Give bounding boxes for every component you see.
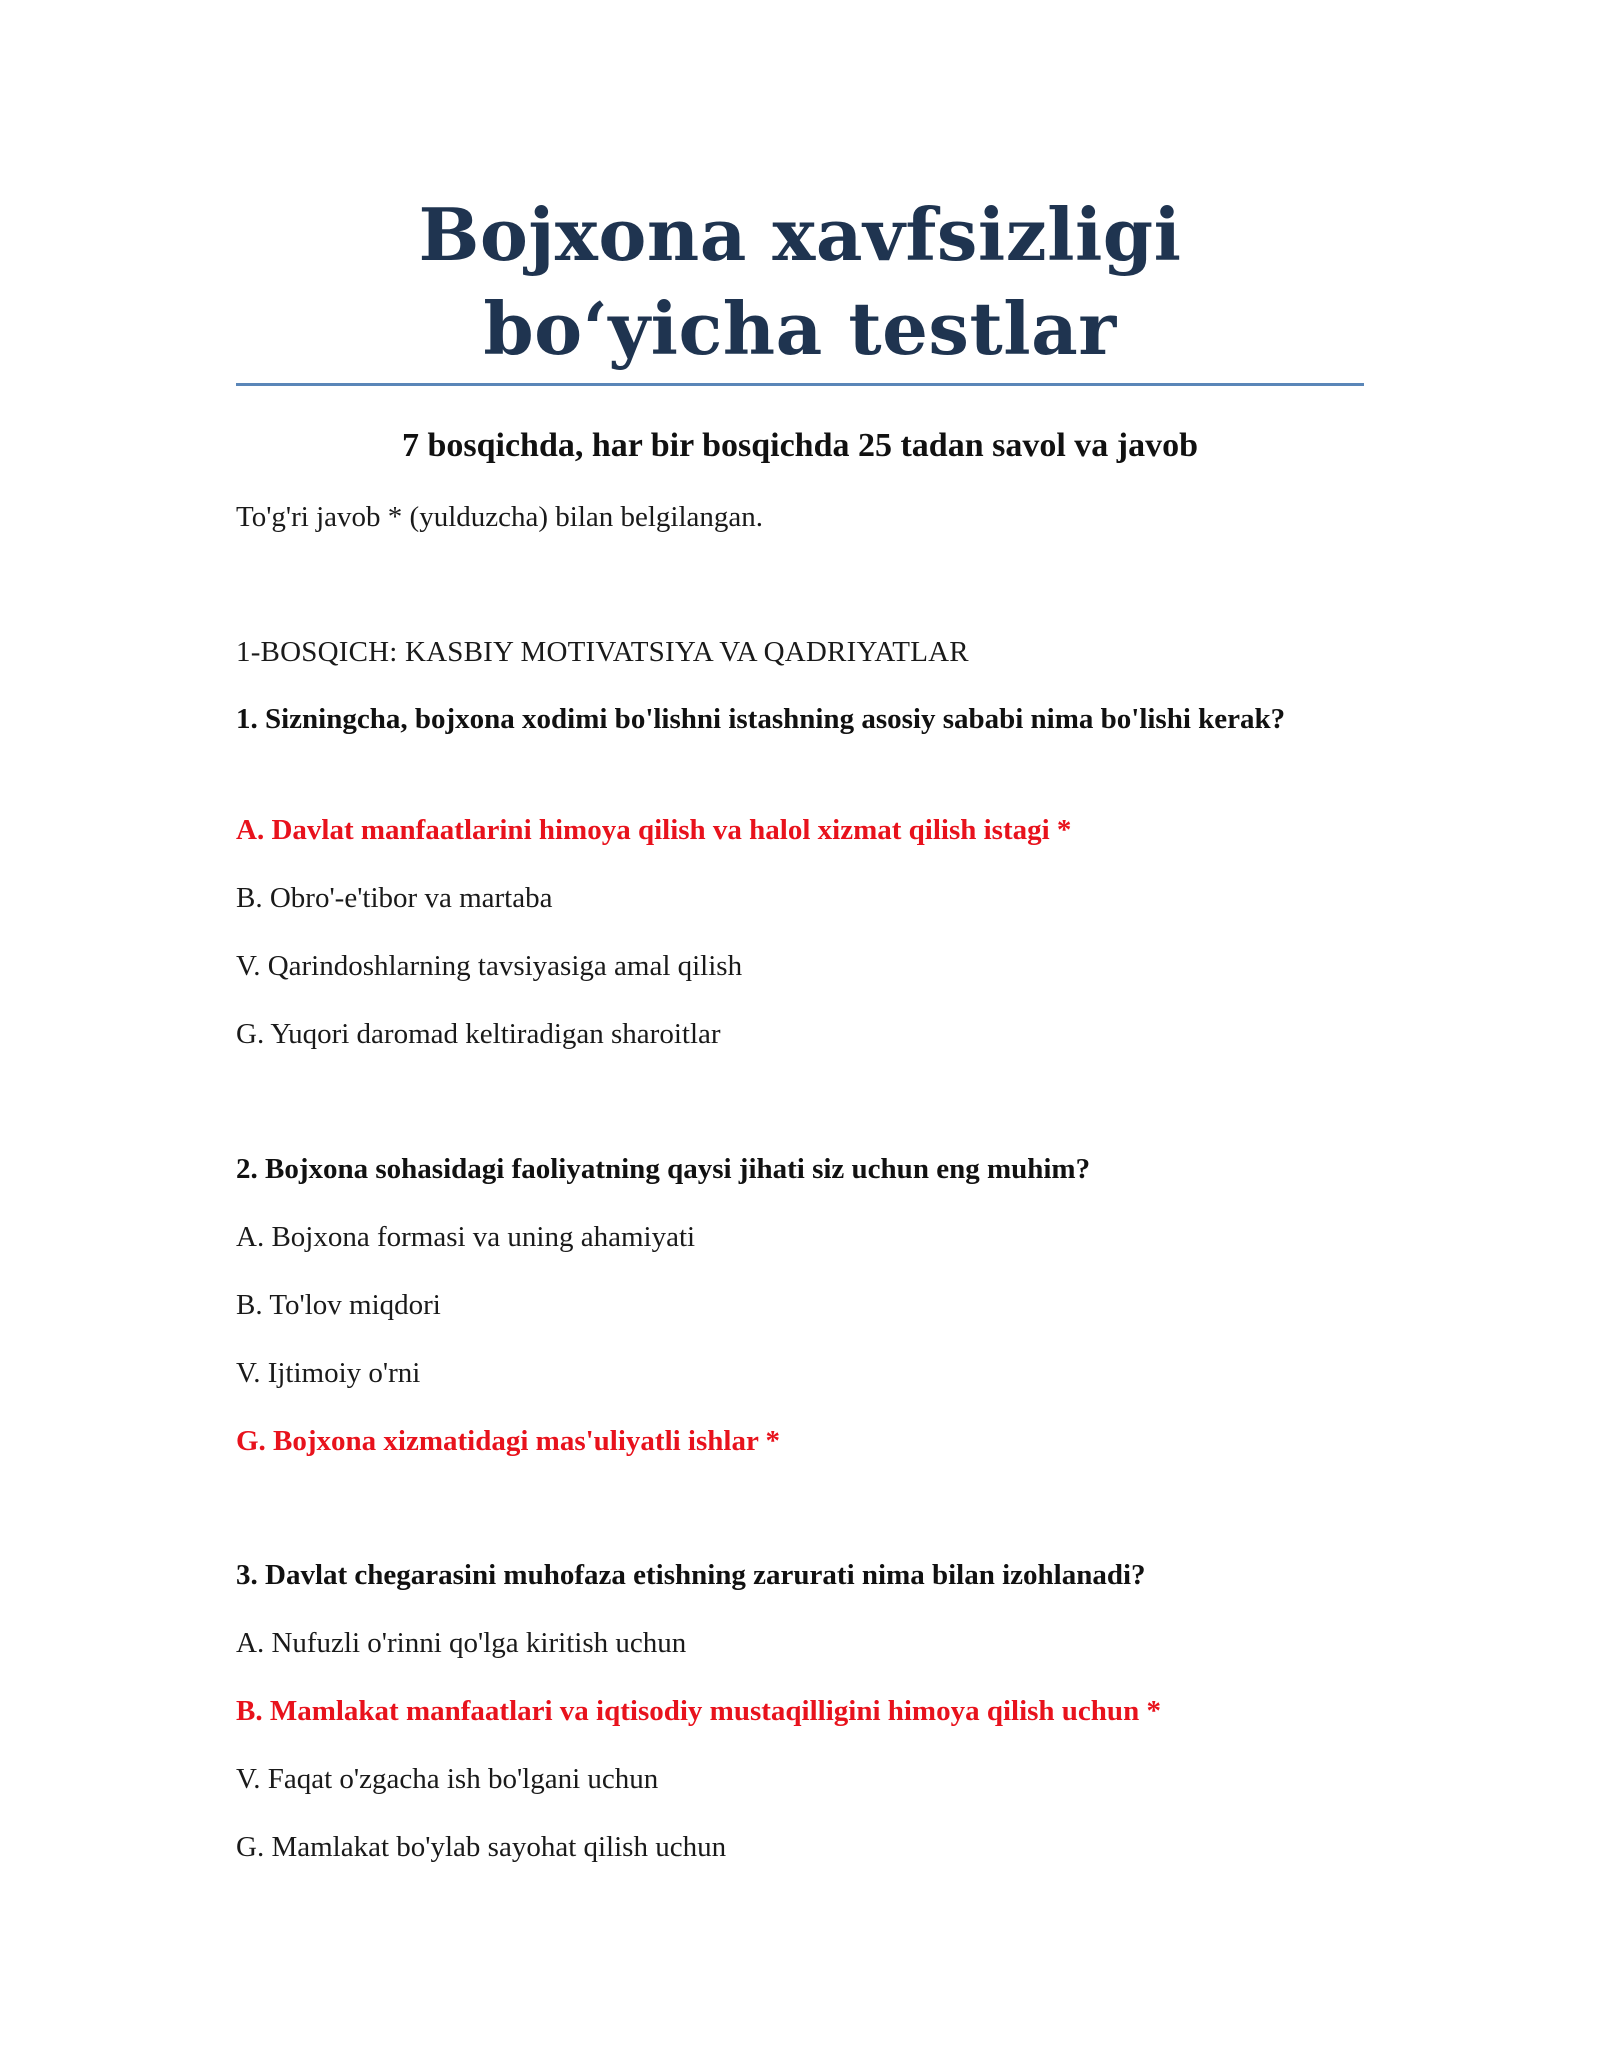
question-2: 2. Bojxona sohasidagi faoliyatning qaysi jihati siz uchun eng muhim? (236, 1153, 1091, 1185)
section-heading: 1-BOSQICH: KASBIY MOTIVATSIYA VA QADRIYATLAR (236, 636, 969, 668)
question-1-option-g: G. Yuqori daromad keltiradigan sharoitlar (236, 1018, 721, 1050)
question-3-option-g: G. Mamlakat bo'ylab sayohat qilish uchun (236, 1831, 727, 1863)
question-2-option-v: V. Ijtimoiy o'rni (236, 1357, 421, 1389)
question-2-option-a: A. Bojxona formasi va uning ahamiyati (236, 1221, 696, 1253)
document-subtitle: 7 bosqichda, har bir bosqichda 25 tadan savol va javob (401, 427, 1199, 464)
title-divider (236, 383, 1364, 386)
document-title: Bojxona xavfsizligi bo‘yicha testlar (418, 192, 1182, 371)
question-2-option-b: B. To'lov miqdori (236, 1289, 441, 1321)
question-3-option-a: A. Nufuzli o'rinni qo'lga kiritish uchun (236, 1627, 687, 1659)
question-1-option-v: V. Qarindoshlarning tavsiyasiga amal qilish (236, 950, 743, 982)
question-2-option-g: G. Bojxona xizmatidagi mas'uliyatli ishlar * (236, 1425, 781, 1457)
question-1: 1. Sizningcha, bojxona xodimi bo'lishni istashning asosiy sababi nima bo'lishi kerak? (236, 703, 1286, 735)
question-1-option-a: A. Davlat manfaatlarini himoya qilish va halol xizmat qilish istagi * (236, 814, 1072, 846)
question-3-option-v: V. Faqat o'zgacha ish bo'lgani uchun (236, 1763, 659, 1795)
question-3: 3. Davlat chegarasini muhofaza etishning zarurati nima bilan izohlanadi? (236, 1559, 1146, 1591)
question-3-option-b: B. Mamlakat manfaatlari va iqtisodiy mustaqilligini himoya qilish uchun * (236, 1695, 1161, 1727)
answer-key-note: To'g'ri javob * (yulduzcha) bilan belgilangan. (236, 501, 764, 533)
question-1-option-b: B. Obro'-e'tibor va martaba (236, 882, 553, 914)
